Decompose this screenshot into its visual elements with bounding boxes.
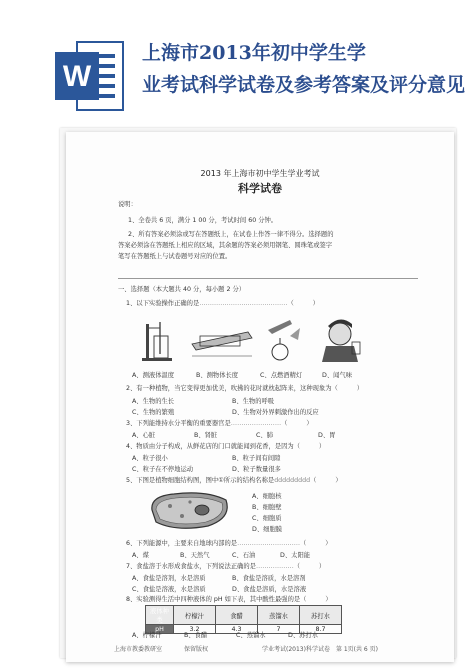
ruler-figure xyxy=(192,332,252,356)
instruction-2b: 答案必须涂在答题纸上相应的区域，其余题的答案必须用钢笔、圆珠笔或签字 xyxy=(118,242,333,249)
section-divider xyxy=(118,278,418,279)
question-7-stem: 7、食盐溶于水形成食盐水，下列说法正确的是………………（ ） xyxy=(126,563,326,570)
ph-table-value-3: 7 xyxy=(258,625,300,634)
instruction-1: 1、全卷共 6 页，满分 1 00 分，考试时间 60 分钟。 xyxy=(128,217,278,224)
section-1-heading: 一、选择题（本大题共 40 分，每小题 2 分） xyxy=(118,286,246,293)
question-3-options: A、心脏 B、肾脏 C、肺 D、胃 xyxy=(132,432,336,439)
footer-page-info: 学业考试(2013)科学试卷 第 1页(共 6 页) xyxy=(262,646,378,653)
question-5-stem: 5、下图是植物细胞结构图，图中①所示的结构名称是ddddddddd（ ） xyxy=(126,477,342,484)
footer-publisher: 上海市教委教研室 xyxy=(114,646,163,653)
exam-paper-preview xyxy=(66,132,454,662)
question-2-options-row-1: A、生物的生长 B、生物的呼吸 xyxy=(132,398,275,405)
question-5-option-a: A、细胞核 xyxy=(252,493,282,500)
exam-subject-title: 科学试卷 xyxy=(238,182,282,195)
ph-table-liquid-2: 食醋 xyxy=(216,606,258,625)
question-1-stem: 1、以下实验操作正确的是……………………………………（ ） xyxy=(126,300,319,307)
ph-table-value-1: 3.2 xyxy=(174,625,216,634)
ph-table-row-head-ph: pH xyxy=(146,625,174,634)
banner-title-line-1: 上海市2013年初中学生学 xyxy=(142,42,366,64)
instruction-2a: 2、所有答案必须涂或写在答题纸上，在试卷上作答一律不得分。选择题的 xyxy=(128,231,334,238)
question-7-options-row-2: C、食盐是溶液，水是溶质 D、食盐是溶质，水是溶液 xyxy=(132,586,307,593)
question-4-options-row-2: C、粒子在不停地运动 D、粒子数量很多 xyxy=(132,466,281,473)
ph-table-row-head-liquid: 液体种类 xyxy=(146,606,174,625)
ph-table-value-4: 8.7 xyxy=(300,625,342,634)
smelling-person-figure xyxy=(322,319,360,362)
question-2-stem: 2、有一种植物，当它变得更加优美，吹拂的花时就枕起阵来，这种现象为（ ） xyxy=(126,385,363,392)
question-4-options-row-1: A、粒子很小 B、粒子间有间隙 xyxy=(132,455,281,462)
question-7-options-row-1: A、食盐是溶剂，水是溶质 B、食盐是溶质，水是溶剂 xyxy=(132,575,306,582)
question-2-options-row-2: C、生物的繁殖 D、生物对外界刺激作出的反应 xyxy=(132,409,319,416)
question-1-figures xyxy=(140,318,380,362)
plant-cell-diagram xyxy=(146,488,234,532)
ph-table-header-row xyxy=(146,606,342,625)
ph-table-value-2: 4.3 xyxy=(216,625,258,634)
instructions-title: 说明： xyxy=(118,201,137,208)
question-4-stem: 4、物质由分子构成，从鲜花店的门口就能闻到花香，是因为（ ） xyxy=(126,443,326,450)
footer-copyright: 保留版权 xyxy=(184,646,209,653)
thermometer-beaker-figure xyxy=(142,322,172,361)
question-6-stem: 6、下列能源中，主要来自地球内部的是…………………………（ ） xyxy=(126,540,332,547)
ph-table-liquid-4: 苏打水 xyxy=(300,606,342,625)
question-8-stem: 8、实验测得生活中四种液体的 pH 如下表，其中酸性最强的是（ ） xyxy=(126,596,332,603)
question-1-options: A、测液体温度 B、测物体长度 C、点燃酒精灯 D、闻气味 xyxy=(132,372,353,379)
ph-table-liquid-1: 柠檬汁 xyxy=(174,606,216,625)
question-5-option-c: C、细胞质 xyxy=(252,515,282,522)
question-3-stem: 3、下列能维持水分平衡的重要器官是……………………（ ） xyxy=(126,420,313,427)
question-6-options: A、煤 B、天然气 C、石油 D、太阳能 xyxy=(132,552,311,559)
question-8-options: A、柠檬汁 B、食醋 C、蒸馏水 D、苏打水 xyxy=(132,632,319,639)
word-logo-letter: W xyxy=(62,60,92,93)
word-doc-icon xyxy=(55,38,125,114)
question-5-option-d: D、细胞膜 xyxy=(252,526,283,533)
question-5-option-b: B、细胞壁 xyxy=(252,504,282,511)
banner-title-line-2: 业考试科学试卷及参考答案及评分意见 xyxy=(142,74,466,96)
instruction-2c: 笔写在答题纸上与试卷题号对应的位置。 xyxy=(118,253,232,260)
exam-header: 2013 年上海市初中学生学业考试 xyxy=(200,169,320,178)
alcohol-lamp-figure xyxy=(268,320,300,360)
ph-table-liquid-3: 蒸馏水 xyxy=(258,606,300,625)
document-banner xyxy=(0,0,474,120)
